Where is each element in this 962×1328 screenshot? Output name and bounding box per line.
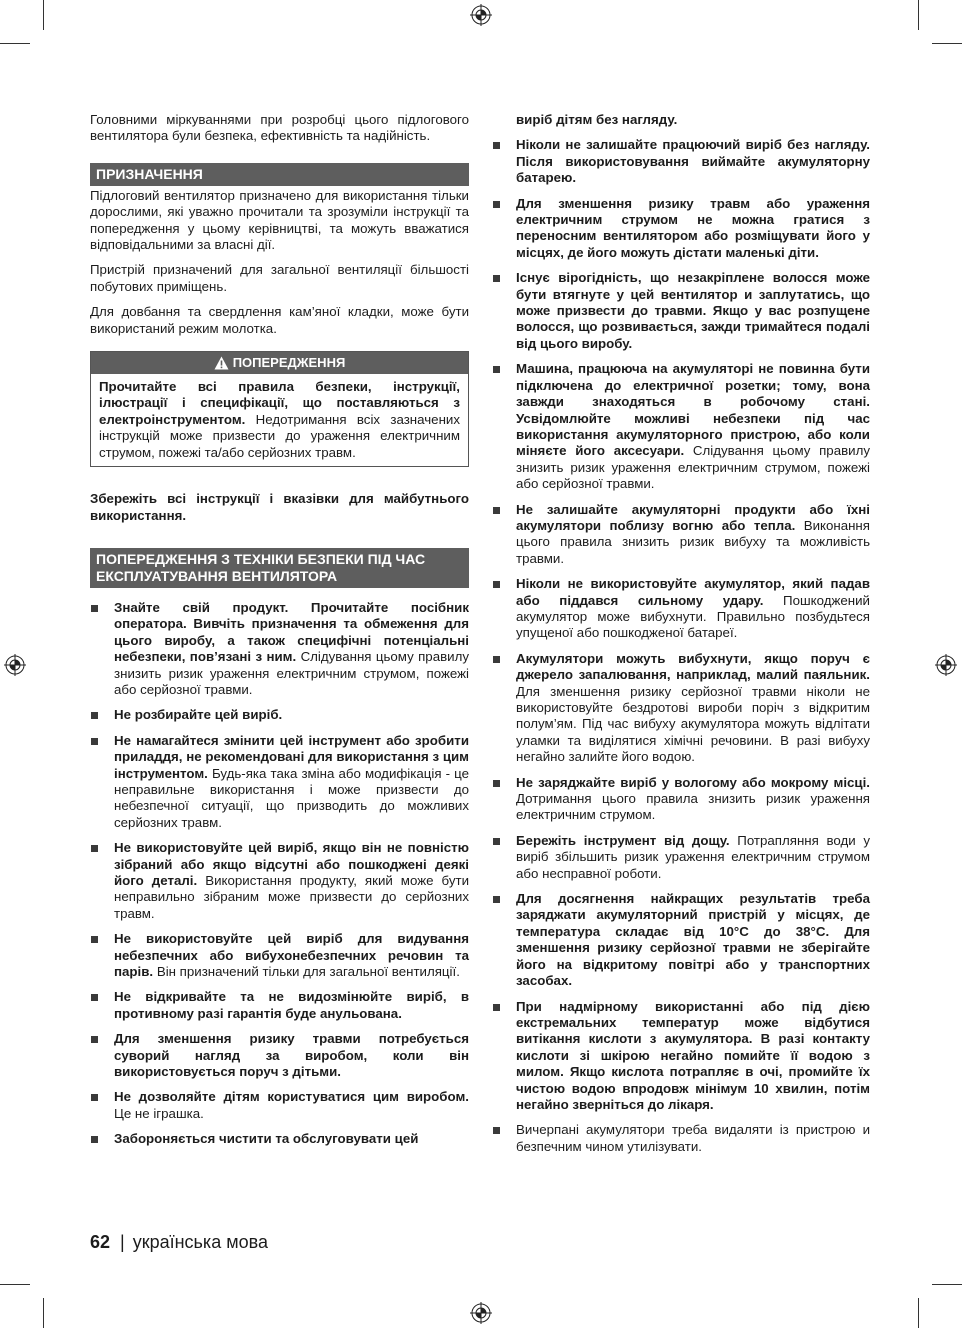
bullet-square-icon	[493, 656, 500, 663]
bullet-square-icon	[493, 366, 500, 373]
list-item	[90, 707, 469, 723]
page-footer	[90, 1231, 268, 1253]
crop-mark	[932, 1284, 962, 1285]
bullet-square-icon	[493, 896, 500, 903]
list-item-bold-text: Не заряджайте виріб у вологому або мокрому місці.	[516, 774, 870, 790]
list-item	[90, 840, 469, 922]
list-item	[492, 361, 870, 492]
list-item	[492, 833, 870, 882]
list-item-bold-text: Для зменшення ризику травми потребується суворий нагляд за виробом, коли він використовується поруч з дітьми.	[114, 1031, 469, 1080]
list-item-bold-text: Акумулятори можуть вибухнути, якщо поруч є джерело запалювання, наприклад, малий паяльник.	[516, 650, 870, 683]
list-item-continuation: виріб дітям без нагляду.	[516, 112, 678, 127]
footer-language: українська мова	[132, 1232, 268, 1252]
list-item	[90, 1131, 469, 1147]
list-item	[90, 733, 469, 831]
list-item-text: Потрапляння води у виріб збільшить ризик ураження електричним струмом або несправної роботи.	[516, 832, 870, 881]
crop-mark	[932, 43, 962, 44]
bullet-square-icon	[91, 605, 98, 612]
page-number: 62	[90, 1232, 111, 1252]
list-item	[492, 270, 870, 352]
warning-text: Недотримання всіх зазначених інструкцій може призвести до ураження електричним струмом, пожежі та/або серйозних травм.	[99, 411, 460, 460]
crop-mark	[43, 0, 44, 30]
bullet-square-icon	[91, 1094, 98, 1101]
bullet-square-icon	[493, 1004, 500, 1011]
list-item	[492, 1122, 870, 1155]
list-item-bold-text: Існує вірогідність, що незакріплене волосся може бути втягнуте у цей вентилятор и заплутатись, що може призвести до травми. Якщо у вас розпущене волосся, що розвивається, зажди тримайтеся подалі від цього виробу.	[516, 270, 870, 351]
list-item-bold-text: Ніколи не залишайте працюючий виріб без нагляду. Після використовування виймайте акумуляторну батарею.	[516, 137, 870, 186]
list-item-bold-text: Не намагайтеся змінити цей інструмент або зробити приладдя, не рекомендовані для використання з цим інструментом.	[114, 732, 469, 781]
list-item-text: Будь-яка така зміна або модифікація - це неправильне використання і може призвести до небезпечної ситуації, що призводить до можливих серйозних травм.	[114, 765, 469, 830]
list-item-bold-text: Для зменшення ризику травм або ураження електричним струмом не можна гратися з переносним вентилятором або розміщувати його у місцях, де його можуть дістати маленькі діти.	[516, 195, 870, 260]
list-item-bold-text: Машина, працююча на акумуляторі не повинна бути підключена до електричної розетки; тому, вона завжди знаходяться в робочому стані. Усвідомлюйте можливі небезпеки під час використання акумуляторного пристрою, або коли міняєте його аксесуари.	[516, 361, 870, 459]
bullet-square-icon	[493, 275, 500, 282]
list-item-bold-text: Забороняється чистити та обслуговувати цей	[114, 1131, 419, 1147]
list-item	[492, 137, 870, 186]
bullet-square-icon	[91, 738, 98, 745]
list-item-text: Для зменшення ризику серйозної травми ніколи не використовуйте бездротові вироби поріч з відкритим полум’ям. Під час вибуху акумулятора можуть відлітати уламки та виділятися хімічні речовини. В разі вибуху негайно залийте його водою.	[516, 683, 870, 765]
list-item-text: Це не іграшка.	[114, 1105, 204, 1121]
list-item	[90, 600, 469, 698]
list-item	[492, 775, 870, 824]
list-item-text: Слідування цьому правилу знизить ризик ураження електричним струмом, пожежі або серйозної травми.	[114, 649, 469, 697]
purpose-paragraph: Для довбання та свердлення кам’яної кладки, може бути використаний режим молотка.	[90, 304, 469, 336]
list-item-bold-text: Не використовуйте цей виріб, якщо він не повністю зібраний або якщо відсутні або пошкоджені деякі його деталі.	[114, 840, 469, 888]
bullet-square-icon	[91, 1136, 98, 1143]
list-item	[492, 576, 870, 642]
list-item	[492, 196, 870, 262]
list-item-bold-text: Знайте свій продукт. Прочитайте посібник оператора. Вивчіть призначення та обмеження для цього виробу, а також специфічні потенціальні небезпеки, пов’язані з ним.	[114, 599, 469, 665]
footer-separator: |	[120, 1232, 125, 1252]
list-item-bold-text: Не розбирайте цей виріб.	[114, 707, 283, 723]
warning-box	[90, 351, 469, 467]
warning-header	[91, 352, 468, 374]
list-item	[90, 989, 469, 1022]
list-item	[492, 651, 870, 766]
list-item-text: Дотримання цього правила знизить ризик ураження електричним струмом.	[516, 791, 870, 823]
warning-bold-text: Прочитайте всі правила безпеки, інструкції, ілюстрації і специфікації, що поставляються з електроінструментом.	[99, 379, 460, 427]
crop-mark	[918, 1298, 919, 1328]
list-item-bold-text: Для досягнення найкращих результатів треба заряджати акумуляторний пристрій у місцях, де температура складає від 10°C до 38°C. Для зменшення ризику серйозної травми не зберігайте його на відкритому повітрі або у транспортних засобах.	[516, 891, 870, 989]
list-item-text: Виконання цього правила знизить ризик вибуху та можливість травми.	[516, 517, 870, 566]
warning-body	[91, 374, 468, 466]
section-heading-safety: ПОПЕРЕДЖЕННЯ З ТЕХНІКИ БЕЗПЕКИ ПІД ЧАС ЕКСПЛУАТУВАННЯ ВЕНТИЛЯТОРА	[90, 548, 469, 588]
bullet-square-icon	[91, 845, 98, 852]
list-item-bold-text: Не відкривайте та не видозмінюйте виріб, в противному разі гарантія буде анульована.	[114, 989, 469, 1021]
list-item-bold-text: При надмірному використанні або під дією екстремальних температур може відбутися витікання кислоти з акумулятора. В разі контакту кислоти зі шкірою негайно помийте її водою з милом. Якщо кислота потрапляє в очі, промийте їх чистою водою впродовж мінімум 10 хвилин, потім негайно зверніться до лікаря.	[516, 998, 870, 1112]
bullet-square-icon	[493, 201, 500, 208]
list-item-text: Вичерпані акумулятори треба видаляти із пристрою и безпечним чином утилізувати.	[516, 1122, 870, 1154]
crop-mark	[43, 1298, 44, 1328]
list-item-bold-text: Бережіть інструмент від дощу.	[516, 832, 730, 848]
list-item	[90, 1089, 469, 1122]
bullet-square-icon	[493, 1127, 500, 1134]
registration-mark-icon	[470, 1302, 492, 1324]
crop-mark	[0, 43, 30, 44]
warning-title: ПОПЕРЕДЖЕННЯ	[232, 355, 346, 371]
safety-list-left	[90, 600, 469, 1148]
save-instructions-note: Збережіть всі інструкції і вказівки для майбутнього використання.	[90, 491, 469, 523]
right-column	[492, 112, 870, 1164]
warning-triangle-icon	[214, 356, 229, 370]
section-heading-purpose: ПРИЗНАЧЕННЯ	[90, 163, 469, 186]
list-item-text: Він призначений тільки для загальної вентиляції.	[153, 964, 460, 980]
bullet-square-icon	[493, 838, 500, 845]
bullet-square-icon	[91, 712, 98, 719]
left-column	[90, 112, 469, 1157]
list-item-bold-text: Ніколи не використовуйте акумулятор, який падав або піддався сильному удару.	[516, 576, 870, 608]
list-item-text: Використання продукту, який може бути неправильно зібраним може призвести до серйозних травм.	[114, 873, 469, 921]
list-item-text: Пошкоджений акумулятор може вибухнути. Правильно позбудьтеся упущеної або пошкодженої батареї.	[516, 592, 870, 641]
bullet-square-icon	[91, 936, 98, 943]
safety-list-right	[492, 137, 870, 1155]
purpose-paragraph: Пристрій призначений для загальної вентиляції більшості побутових приміщень.	[90, 262, 469, 294]
list-item-text: Слідування цьому правилу знизить ризик ураження електричним струмом, пожежі або серйозної травми.	[516, 443, 870, 492]
bullet-square-icon	[493, 780, 500, 787]
list-item-bold-text: Не використовуйте цей виріб для видування небезпечних або вибухонебезпечних речовин та парів.	[114, 931, 469, 980]
bullet-square-icon	[493, 581, 500, 588]
registration-mark-icon	[4, 654, 26, 676]
list-item	[90, 931, 469, 980]
intro-paragraph: Головними міркуваннями при розробці цього підлогового вентилятора були безпека, ефективність та надійність.	[90, 112, 469, 144]
bullet-square-icon	[91, 994, 98, 1001]
list-item-bold-text: Не дозволяйте дітям користуватися цим виробом.	[114, 1089, 469, 1105]
list-item-bold-text: Не залишайте акумуляторні продукти або їхні акумулятори поблизу вогню або тепла.	[516, 501, 870, 533]
bullet-square-icon	[493, 142, 500, 149]
bullet-square-icon	[91, 1036, 98, 1043]
registration-mark-icon	[470, 4, 492, 26]
list-item	[492, 502, 870, 568]
crop-mark	[0, 1284, 30, 1285]
registration-mark-icon	[935, 654, 957, 676]
list-item	[492, 891, 870, 989]
crop-mark	[918, 0, 919, 30]
list-item	[492, 999, 870, 1114]
list-item	[90, 1031, 469, 1080]
bullet-square-icon	[493, 507, 500, 514]
purpose-paragraph: Підлоговий вентилятор призначено для використання тільки дорослими, які уважно прочитали та зрозуміли інструкції та попередження у цьому керівництві, та можуть вважатися відповідальними за власні дії.	[90, 187, 469, 253]
